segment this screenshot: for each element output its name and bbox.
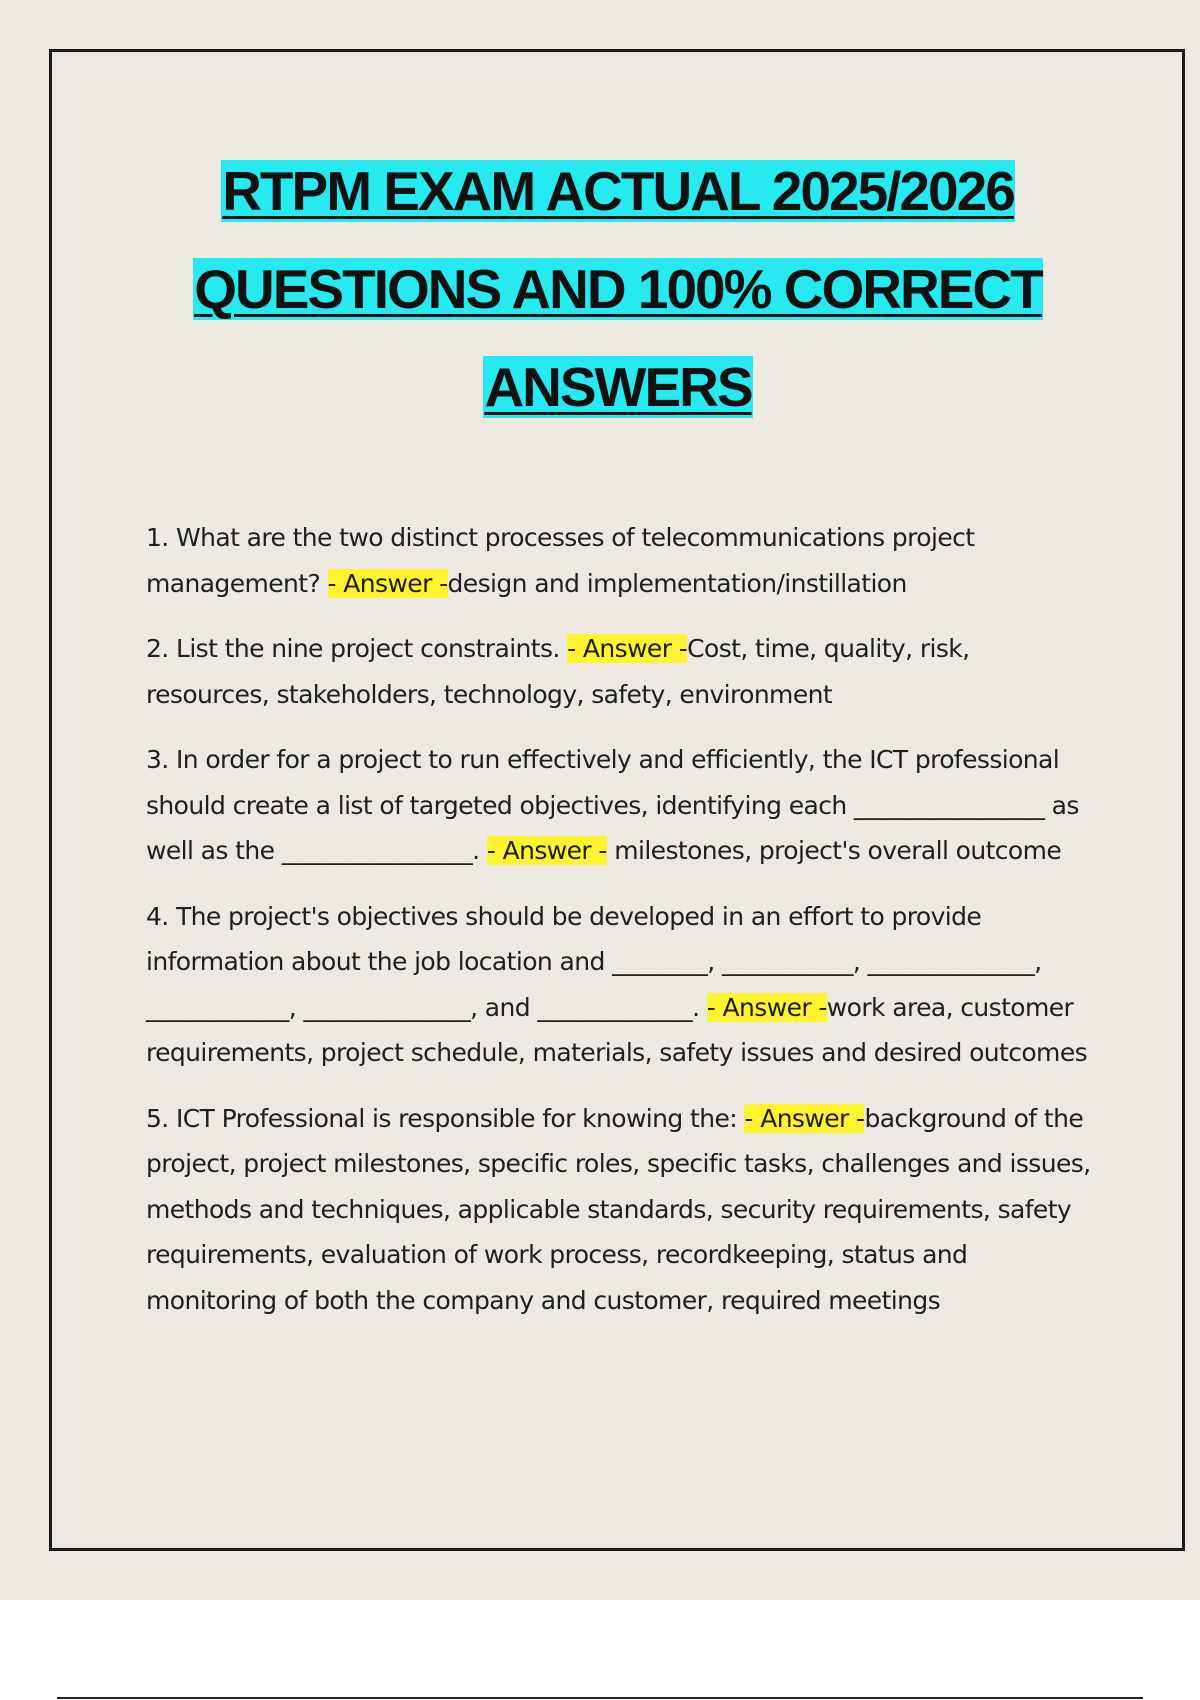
question-item <box>146 737 1096 874</box>
title-line-2-text: QUESTIONS AND 100% CORRECT <box>194 258 1042 320</box>
question-prompt: 2. List the nine project constraints. <box>146 634 560 663</box>
question-prompt: 5. ICT Professional is responsible for knowing the: <box>146 1103 738 1133</box>
document-title <box>0 142 1200 436</box>
title-line-1 <box>0 142 1200 240</box>
answer-text: milestones, project's overall outcome <box>614 836 1062 865</box>
title-line-3-text: ANSWERS <box>484 356 752 418</box>
question-list <box>146 515 1096 1343</box>
title-line-1-text: RTPM EXAM ACTUAL 2025/2026 <box>222 160 1014 222</box>
question-item <box>146 894 1096 1076</box>
question-item <box>146 626 1096 717</box>
question-item <box>146 1096 1096 1324</box>
question-prompt: 4. The project's objectives should be developed in an effort to provide information about the job location and ________, ___________, ______________, ____________, ______________, and _____________. <box>146 901 1042 1022</box>
title-line-3 <box>0 338 1200 436</box>
answer-text: background of the project, project milestones, specific roles, specific tasks, challenges and issues, methods and techniques, applicable standards, security requirements, safety requirements, evaluation of work process, recordkeeping, status and monitoring of both the company and customer, required meetings <box>146 1103 1091 1315</box>
answer-marker: - Answer - <box>744 1103 865 1133</box>
answer-marker: - Answer - <box>486 836 607 865</box>
answer-marker: - Answer - <box>567 634 688 663</box>
question-prompt: 3. In order for a project to run effectively and efficiently, the ICT professional should create a list of targeted objectives, identifying each ________________ as well as the ________________. <box>146 745 1079 865</box>
question-item <box>146 515 1096 606</box>
answer-text: work area, customer requirements, project schedule, materials, safety issues and desired outcomes <box>146 992 1088 1067</box>
question-prompt: 1. What are the two distinct processes of telecommunications project management? <box>146 523 975 598</box>
footer-divider <box>57 1697 1143 1699</box>
answer-text: design and implementation/instillation <box>447 568 907 598</box>
answer-marker: - Answer - <box>327 568 448 598</box>
answer-marker: - Answer - <box>706 992 827 1022</box>
title-line-2 <box>0 240 1200 338</box>
answer-text: Cost, time, quality, risk, resources, stakeholders, technology, safety, environment <box>146 634 970 709</box>
